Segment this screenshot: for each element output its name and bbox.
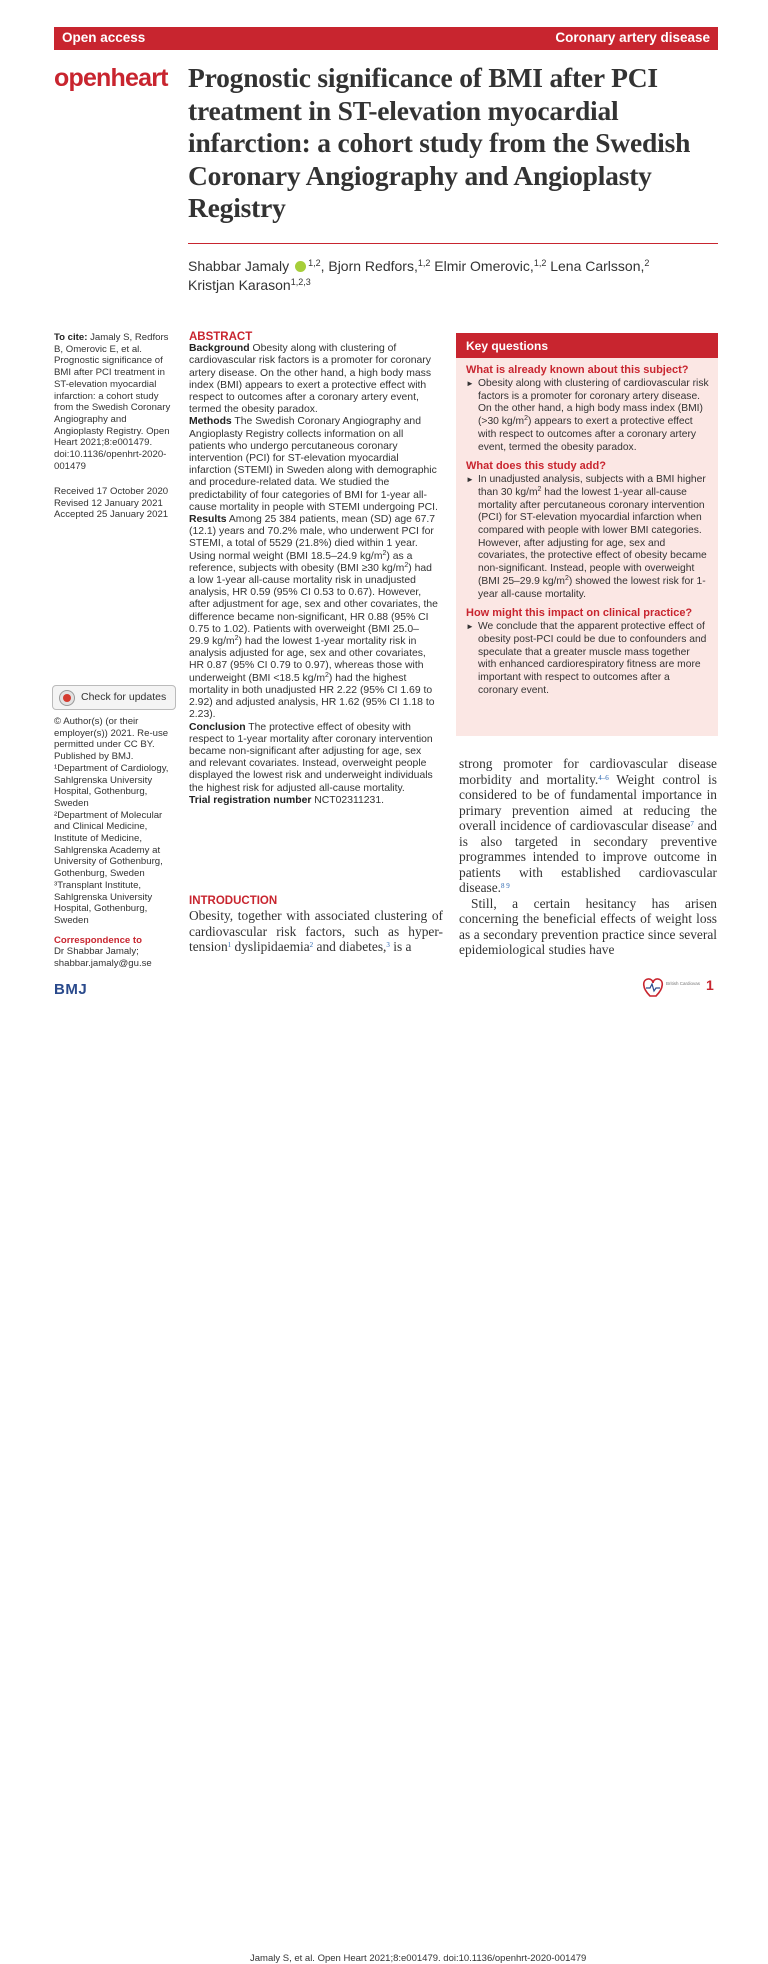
body-column-right [459,756,717,958]
key-answer: ► We conclude that the apparent protective effect of obesity post-PCI could be due to confounders and speculate that a greater muscle mass together with enhanced cardiorespiratory fitness are more important with respect to outcomes after a coronary event. [466,621,710,697]
journal-header-bar [54,27,718,50]
body-text: Obesity, together with associated clustering of cardiovascular risk factors, such as hyper-tension [189,908,443,954]
superscript: 2 [325,671,329,679]
author-affiliation: 1,2 [308,258,321,268]
abstract-heading: ABSTRACT [189,331,253,343]
society-name: British Cardiovas [666,981,700,986]
introduction-section [189,895,443,955]
abstract [189,331,439,807]
key-answer-text: ) appears to exert a protective effect with respect to outcomes after a coronary artery event, termed the obesity paradox. [478,416,697,453]
author-name[interactable]: Kristjan Karason [188,277,291,293]
crossmark-icon [59,690,75,706]
page-number: 1 [706,977,714,993]
author-name[interactable]: Elmir Omerovic, [434,258,534,274]
reference-link[interactable]: 3 [386,941,390,949]
reference-link[interactable]: 2 [309,941,314,949]
background-text: Obesity along with clustering of cardiovascular risk factors is a promoter for coronary artery disease. On the other hand, a high body mass index (BMI) appears to exert a protective effect with respect to outcomes after a coronary artery event, termed the obesity paradox. [189,343,432,416]
key-answer-text: In unadjusted analysis, subjects with a BMI higher than 30 kg/m [478,474,706,498]
affiliation: ³Transplant Institute, Sahlgrenska University Hospital, Gothenburg, Sweden [54,879,153,926]
key-questions-box [456,333,718,736]
body-text: strong promoter for cardiovascular disease morbidity and mortality. [459,756,717,787]
results-label: Results [189,514,227,526]
results-text: Among 25 384 patients, mean (SD) age 67.7 (12.1) years and 70.2% male, who underwent PCI for STEMI, a total of 5529 (21.8%) died within 1 year. Using normal weight (BMI 18.5–24.9 kg/m [189,514,436,562]
correspondence-label: Correspondence to [54,934,142,946]
author-name[interactable]: Lena Carlsson, [550,258,645,274]
bmj-logo: BMJ [54,981,88,998]
section-label: Coronary artery disease [555,30,710,45]
background-label: Background [189,343,250,355]
dates-block [54,486,174,521]
key-answer-text: had the lowest 1-year all-cause mortality after percutaneous coronary intervention (PCI) for ST-elevation myocardial infarction when compared with people with lower BMI categories. However, after adjusting for age, sex and covariates, the protective effect of obesity became non-significant. Instead, people with overweight (BMI 25–29.9 kg/m [478,486,707,587]
methods-text: The Swedish Coronary Angiography and Angioplasty Registry collects information on all patients who undergo percutaneous coronary intervention (PCI) for ST-elevation myocardial infarction (STEMI) in Sweden along with demographic and procedure-related data. We studied the predictability of four categories of BMI for 1-year all-cause mortality in people with STEMI undergoing PCI. [189,416,438,513]
correspondence-text[interactable]: Dr Shabbar Jamaly; shabbar.jamaly@gu.se [54,946,152,970]
affiliation: ¹Department of Cardiology, Sahlgrenska University Hospital, Gothenburg, Sweden [54,762,169,809]
reference-link[interactable]: 7 [690,820,694,828]
author-list: Shabbar Jamaly $^{1,2}$, Bjorn Redfors,$^{1,2}$ Elmir Omerovic,$^{1,2}$ Lena Carlsson,$^2$ Kristjan Karason$^{1,2,3}$ [188,258,650,293]
author-affiliation: 1,2,3 [290,277,311,287]
revised-date: Revised 12 January 2021 [54,497,163,509]
article-title: Prognostic significance of BMI after PCI treatment in ST-elevation myocardial infarction: a cohort study from the Swedish Coronary Angiography and Angioplasty Registry [188,62,691,223]
key-questions-heading: Key questions [456,333,718,358]
title-divider [188,243,718,244]
superscript: 2 [234,635,239,643]
body-text: and diabetes, [313,939,387,954]
check-updates-label: Check for updates [81,691,167,703]
key-question: How might this impact on clinical practice? [466,607,693,620]
trial-number[interactable]: NCT02311231. [311,794,384,806]
reference-link[interactable]: 4–6 [598,773,609,782]
key-answer-text: ) showed the lowest risk for 1-year all-cause mortality. [478,575,706,600]
key-answer [466,378,710,454]
superscript: 2 [382,549,387,557]
body-text: dyslipidaemia [231,939,310,954]
results-text: ) had a low 1-year all-cause mortality risk in unadjusted analysis, HR 0.59 (95% CI 0.53 to 0.67). However, after adjustment for age, sex and other covariates, the difference became non-significant, HR 0.88 (95% CI 0.75 to 1.02). Patients with overweight (BMI 25.0–29.9 kg/m [189,562,438,648]
received-date: Received 17 October 2020 [54,486,169,497]
conclusion-text: The protective effect of obesity with respect to 1-year mortality after coronary intervention became non-significant after adjusting for age, sex and relevant covariates. Instead, overweight people displayed the lowest risk and underweight individuals the highest risk for adjusted all-cause mortality. [189,721,433,794]
cite-label: To cite: [54,332,88,343]
body-text: and is also targeted in secondary preventive programmes intended to improve outcome in patients with established cardiovascular disease. [459,818,717,895]
trial-label: Trial registration number [189,794,312,806]
methods-label: Methods [189,416,232,428]
conclusion-label: Conclusion [189,721,246,733]
superscript: 2 [537,485,542,493]
results-text: ) as a reference, subjects with obesity (BMI ≥30 kg/m [189,550,413,574]
body-text: is a [389,939,412,954]
results-text: ) had the highest mortality in both unadjusted HR 2.22 (95% CI 1.69 to 2.92) and adjusted analysis, HR 1.62 (95% CI 1.18 to 2.23). [189,672,435,721]
check-for-updates-button[interactable] [52,685,176,710]
body-text: Still, a certain hesitancy has arisen concerning the beneficial effects of weight loss as a secondary prevention practice since several epidemiological studies have [459,895,717,957]
orcid-icon[interactable] [295,261,306,272]
author-affiliation: 2 [644,258,650,268]
affiliations-block [54,716,174,970]
body-text: Weight control is considered to be of fundamental importance in primary prevention aimed at reducing the overall incidence of cardiovascular disease [459,771,717,833]
reference-link[interactable]: 8 9 [501,882,510,890]
openheart-logo: openheart [54,64,168,92]
introduction-heading: INTRODUCTION [189,895,278,907]
author-name[interactable]: Shabbar Jamaly [188,258,290,274]
key-question: What is already known about this subject? [466,364,689,376]
footer-citation[interactable]: Jamaly S, et al. Open Heart 2021;8:e001479. doi:10.1136/openhrt-2020-001479 [250,1953,587,1964]
author-affiliation: 1,2 [533,258,547,268]
key-answer [466,474,710,601]
affiliation: ²Department of Molecular and Clinical Medicine, Institute of Medicine, Sahlgrenska Academy at University of Gothenburg, Gothenburg, Sweden [54,809,163,880]
results-text: ) had the lowest 1-year mortality risk in analysis adjusted for age, sex and other covariates, HR 0.87 (95% CI 0.79 to 0.97), whereas those with underweight (BMI <18.5 kg/m [189,636,426,684]
cardiovascular-society-logo [640,974,700,1007]
superscript: 2 [524,415,528,423]
superscript: 2 [565,574,569,582]
reference-link[interactable]: 1 [227,941,232,949]
cite-text: Jamaly S, Redfors B, Omerovic E, et al. Prognostic significance of BMI after PCI treatment in ST-elevation myocardial infarction: a cohort study from the Swedish Coronary Angiography and Angioplasty Registry. Open Heart 2021;8:e001479. doi:10.1136/openhrt-2020-001479 [54,332,171,472]
key-answer-text: Obesity along with clustering of cardiovascular risk factors is a promoter for coronary artery disease. On the other hand, a high body mass index (BMI) (>30 kg/m [478,378,709,428]
superscript: 2 [404,561,409,569]
author-name[interactable]: Bjorn Redfors, [328,258,418,274]
accepted-date: Accepted 25 January 2021 [54,509,169,521]
key-question: What does this study add? [466,460,606,473]
open-access-label: Open access [62,30,146,45]
copyright-notice: © Author(s) (or their employer(s)) 2021. Re-use permitted under CC BY. Published by BMJ. [54,716,169,763]
citation-block [54,332,174,472]
author-affiliation: 1,2 [417,258,431,268]
